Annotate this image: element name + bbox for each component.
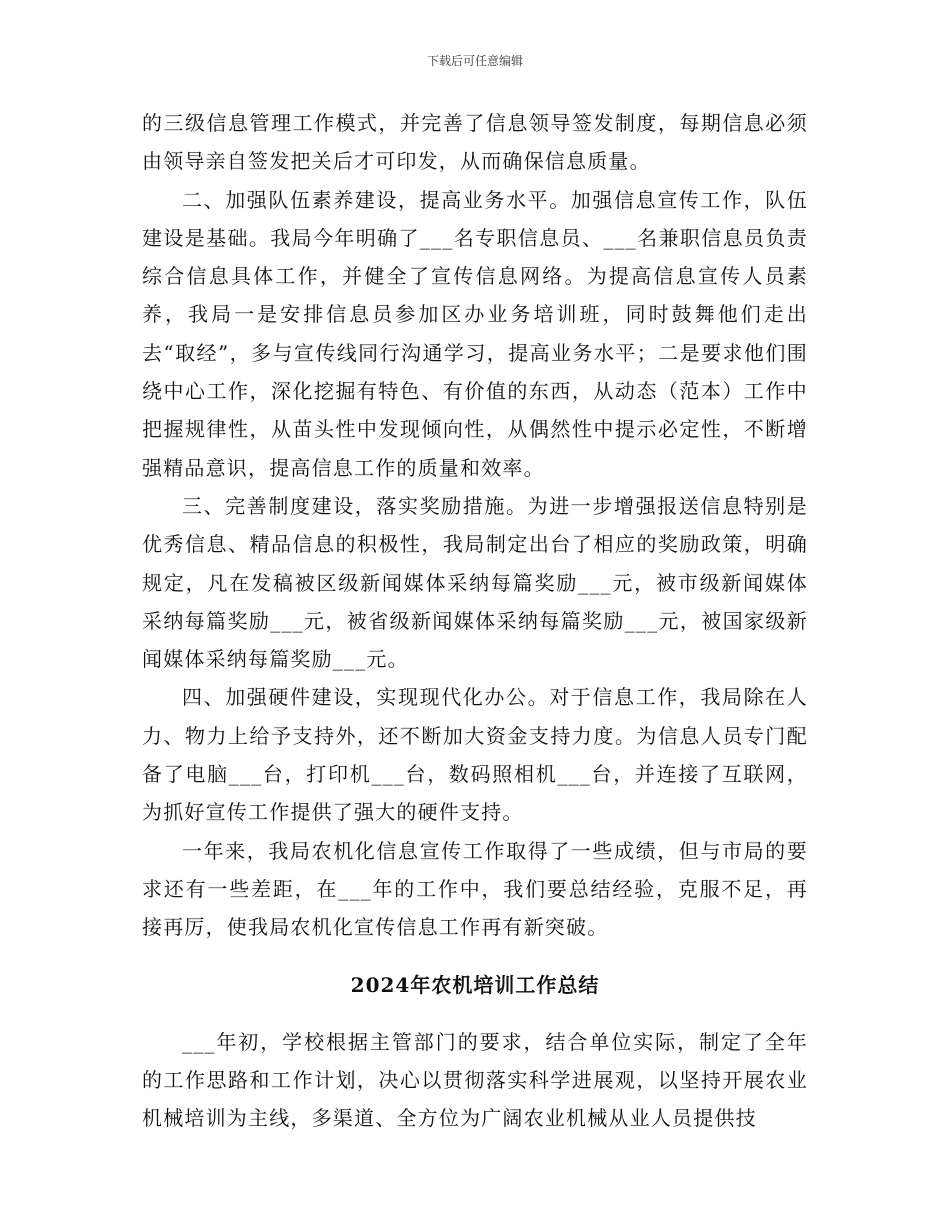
paragraph-year-summary: 一年来，我局农机化信息宣传工作取得了一些成绩，但与市局的要求还有一些差距，在___年的工作中，我们要总结经验，克服不足，再接再厉，使我局农机化宣传信息工作再有新突破。 — [142, 838, 808, 940]
paragraph-hardware: 四、加强硬件建设，实现现代化办公。对于信息工作，我局除在人力、物力上给予支持外，还不断加大资金支持力度。为信息人员专门配备了电脑___台，打印机___台，数码照相机___台，并连接了互联网，为抓好宣传工作提供了强大的硬件支持。 — [142, 685, 808, 825]
paragraph-reward-system: 三、完善制度建设，落实奖励措施。为进一步增强报送信息特别是优秀信息、精品信息的积极性，我局制定出台了相应的奖励政策，明确规定，凡在发稿被区级新闻媒体采纳每篇奖励___元，被市级新闻媒体采纳每篇奖励___元，被省级新闻媒体采纳每篇奖励___元，被国家级新闻媒体采纳每篇奖励___元。 — [142, 493, 808, 672]
header-note: 下载后可任意编辑 — [426, 54, 523, 68]
paragraph-continuation: 的三级信息管理工作模式，并完善了信息领导签发制度，每期信息必须由领导亲自签发把关后才可印发，从而确保信息质量。 — [142, 111, 808, 174]
paragraph-team-building: 二、加强队伍素养建设，提高业务水平。加强信息宣传工作，队伍建设是基础。我局今年明确了___名专职信息员、___名兼职信息员负责综合信息具体工作，并健全了宣传信息网络。为提高信息宣传人员素养，我局一是安排信息员参加区办业务培训班，同时鼓舞他们走出去“取经”，多与宣传线同行沟通学习，提高业务水平；二是要求他们围绕中心工作，深化挖掘有特色、有价值的东西，从动态（范本）工作中把握规律性，从苗头性中发现倾向性，从偶然性中提示必定性，不断增强精品意识，提高信息工作的质量和效率。 — [142, 187, 808, 480]
document-body — [142, 104, 808, 1137]
paragraph-training-intro: ___年初，学校根据主管部门的要求，结合单位实际，制定了全年的工作思路和工作计划，决心以贯彻落实科学进展观，以坚持开展农业机械培训为主线，多渠道、全方位为广阔农业机械从业人员提供技 — [142, 1029, 808, 1131]
section-title: 2024年农机培训工作总结 — [350, 972, 600, 997]
